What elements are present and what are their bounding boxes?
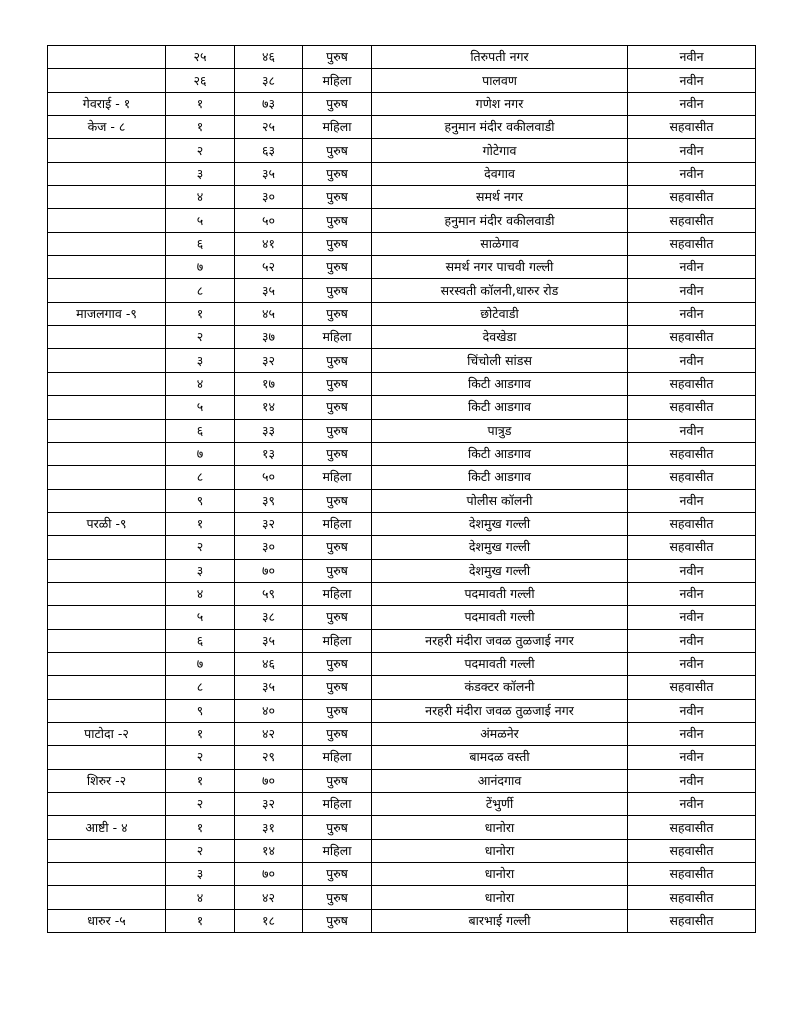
place-cell: बामदळ वस्ती	[372, 746, 628, 769]
age-cell: १३	[235, 442, 303, 465]
age-cell: ७०	[235, 559, 303, 582]
place-cell: पालवण	[372, 69, 628, 92]
status-cell: सहवासीत	[628, 116, 756, 139]
taluka-cell: आष्टी - ४	[48, 816, 166, 839]
table-row	[48, 722, 756, 745]
place-cell: पदमावती गल्ली	[372, 582, 628, 605]
status-cell: नवीन	[628, 256, 756, 279]
place-cell: धानोरा	[372, 816, 628, 839]
taluka-cell	[48, 442, 166, 465]
serial-cell: २५	[166, 46, 235, 69]
taluka-cell: गेवराई - १	[48, 92, 166, 115]
place-cell: देशमुख गल्ली	[372, 559, 628, 582]
gender-cell: पुरुष	[303, 559, 372, 582]
gender-cell: पुरुष	[303, 209, 372, 232]
table-row	[48, 489, 756, 512]
status-cell: नवीन	[628, 69, 756, 92]
age-cell: ३२	[235, 349, 303, 372]
serial-cell: १	[166, 512, 235, 535]
taluka-cell	[48, 863, 166, 886]
place-cell: नरहरी मंदीरा जवळ तुळजाई नगर	[372, 699, 628, 722]
patient-table	[47, 45, 756, 933]
status-cell: नवीन	[628, 606, 756, 629]
status-cell: सहवासीत	[628, 839, 756, 862]
age-cell: ४६	[235, 46, 303, 69]
place-cell: पोलीस कॉलनी	[372, 489, 628, 512]
serial-cell: ३	[166, 863, 235, 886]
age-cell: ७०	[235, 863, 303, 886]
serial-cell: ८	[166, 676, 235, 699]
table-row	[48, 419, 756, 442]
taluka-cell	[48, 396, 166, 419]
serial-cell: ७	[166, 256, 235, 279]
place-cell: समर्थ नगर	[372, 186, 628, 209]
gender-cell: पुरुष	[303, 676, 372, 699]
place-cell: देवखेडा	[372, 326, 628, 349]
gender-cell: महिला	[303, 69, 372, 92]
status-cell: नवीन	[628, 722, 756, 745]
place-cell: गणेश नगर	[372, 92, 628, 115]
serial-cell: ३	[166, 559, 235, 582]
table-row	[48, 886, 756, 909]
taluka-cell: परळी -९	[48, 512, 166, 535]
serial-cell: १	[166, 302, 235, 325]
serial-cell: ८	[166, 466, 235, 489]
gender-cell: पुरुष	[303, 909, 372, 932]
table-row	[48, 186, 756, 209]
table-row	[48, 769, 756, 792]
taluka-cell	[48, 419, 166, 442]
status-cell: नवीन	[628, 46, 756, 69]
table-row	[48, 302, 756, 325]
gender-cell: महिला	[303, 746, 372, 769]
gender-cell: पुरुष	[303, 722, 372, 745]
table-row	[48, 676, 756, 699]
place-cell: पात्रुड	[372, 419, 628, 442]
status-cell: नवीन	[628, 489, 756, 512]
place-cell: देवगाव	[372, 162, 628, 185]
gender-cell: पुरुष	[303, 92, 372, 115]
table-row	[48, 839, 756, 862]
serial-cell: २	[166, 793, 235, 816]
taluka-cell	[48, 162, 166, 185]
status-cell: सहवासीत	[628, 676, 756, 699]
age-cell: ४६	[235, 652, 303, 675]
serial-cell: ८	[166, 279, 235, 302]
table-row	[48, 326, 756, 349]
age-cell: ३२	[235, 793, 303, 816]
taluka-cell	[48, 559, 166, 582]
place-cell: हनुमान मंदीर वकीलवाडी	[372, 209, 628, 232]
place-cell: देशमुख गल्ली	[372, 512, 628, 535]
gender-cell: पुरुष	[303, 816, 372, 839]
taluka-cell: केज - ८	[48, 116, 166, 139]
serial-cell: १	[166, 816, 235, 839]
status-cell: नवीन	[628, 699, 756, 722]
status-cell: नवीन	[628, 629, 756, 652]
status-cell: नवीन	[628, 419, 756, 442]
age-cell: १७	[235, 372, 303, 395]
age-cell: ३९	[235, 489, 303, 512]
serial-cell: ५	[166, 396, 235, 419]
age-cell: ३५	[235, 629, 303, 652]
table-row	[48, 466, 756, 489]
table-row	[48, 652, 756, 675]
status-cell: नवीन	[628, 769, 756, 792]
gender-cell: पुरुष	[303, 139, 372, 162]
table-row	[48, 279, 756, 302]
age-cell: ३१	[235, 816, 303, 839]
gender-cell: महिला	[303, 839, 372, 862]
gender-cell: पुरुष	[303, 606, 372, 629]
status-cell: सहवासीत	[628, 186, 756, 209]
table-row	[48, 582, 756, 605]
gender-cell: पुरुष	[303, 46, 372, 69]
age-cell: ३३	[235, 419, 303, 442]
age-cell: ५२	[235, 256, 303, 279]
taluka-cell	[48, 489, 166, 512]
serial-cell: ७	[166, 652, 235, 675]
place-cell: समर्थ नगर पाचवी गल्ली	[372, 256, 628, 279]
gender-cell: पुरुष	[303, 372, 372, 395]
table-row	[48, 536, 756, 559]
taluka-cell	[48, 326, 166, 349]
age-cell: २९	[235, 746, 303, 769]
taluka-cell	[48, 69, 166, 92]
serial-cell: ४	[166, 186, 235, 209]
gender-cell: पुरुष	[303, 536, 372, 559]
taluka-cell	[48, 652, 166, 675]
taluka-cell	[48, 46, 166, 69]
serial-cell: २	[166, 139, 235, 162]
status-cell: नवीन	[628, 652, 756, 675]
age-cell: ४२	[235, 722, 303, 745]
age-cell: ३०	[235, 186, 303, 209]
age-cell: ३०	[235, 536, 303, 559]
gender-cell: महिला	[303, 582, 372, 605]
place-cell: गोटेगाव	[372, 139, 628, 162]
serial-cell: १	[166, 722, 235, 745]
status-cell: नवीन	[628, 279, 756, 302]
taluka-cell	[48, 582, 166, 605]
age-cell: ३५	[235, 279, 303, 302]
gender-cell: महिला	[303, 629, 372, 652]
gender-cell: पुरुष	[303, 769, 372, 792]
gender-cell: पुरुष	[303, 349, 372, 372]
age-cell: १८	[235, 909, 303, 932]
gender-cell: पुरुष	[303, 886, 372, 909]
status-cell: नवीन	[628, 162, 756, 185]
taluka-cell	[48, 746, 166, 769]
gender-cell: महिला	[303, 512, 372, 535]
serial-cell: १	[166, 92, 235, 115]
taluka-cell	[48, 232, 166, 255]
age-cell: ३७	[235, 326, 303, 349]
age-cell: ६३	[235, 139, 303, 162]
taluka-cell	[48, 536, 166, 559]
age-cell: ३२	[235, 512, 303, 535]
age-cell: ७०	[235, 769, 303, 792]
taluka-cell: धारुर -५	[48, 909, 166, 932]
status-cell: सहवासीत	[628, 326, 756, 349]
gender-cell: पुरुष	[303, 419, 372, 442]
serial-cell: ३	[166, 349, 235, 372]
age-cell: ७३	[235, 92, 303, 115]
place-cell: तिरुपती नगर	[372, 46, 628, 69]
place-cell: किटी आडगाव	[372, 372, 628, 395]
status-cell: सहवासीत	[628, 396, 756, 419]
taluka-cell: पाटोदा -२	[48, 722, 166, 745]
table-body	[48, 46, 756, 933]
taluka-cell	[48, 886, 166, 909]
gender-cell: पुरुष	[303, 863, 372, 886]
age-cell: ४५	[235, 302, 303, 325]
taluka-cell	[48, 699, 166, 722]
serial-cell: ९	[166, 489, 235, 512]
age-cell: २५	[235, 116, 303, 139]
table-row	[48, 209, 756, 232]
gender-cell: पुरुष	[303, 396, 372, 419]
gender-cell: महिला	[303, 793, 372, 816]
table-row	[48, 816, 756, 839]
serial-cell: ४	[166, 886, 235, 909]
status-cell: सहवासीत	[628, 209, 756, 232]
taluka-cell	[48, 793, 166, 816]
gender-cell: पुरुष	[303, 652, 372, 675]
age-cell: ३५	[235, 162, 303, 185]
taluka-cell	[48, 676, 166, 699]
serial-cell: ५	[166, 606, 235, 629]
table-row	[48, 863, 756, 886]
age-cell: १४	[235, 839, 303, 862]
taluka-cell	[48, 209, 166, 232]
serial-cell: ६	[166, 232, 235, 255]
table-row	[48, 909, 756, 932]
gender-cell: पुरुष	[303, 279, 372, 302]
serial-cell: २	[166, 326, 235, 349]
table-row	[48, 606, 756, 629]
place-cell: पदमावती गल्ली	[372, 606, 628, 629]
place-cell: देशमुख गल्ली	[372, 536, 628, 559]
place-cell: पदमावती गल्ली	[372, 652, 628, 675]
table-row	[48, 349, 756, 372]
taluka-cell	[48, 186, 166, 209]
taluka-cell	[48, 606, 166, 629]
status-cell: सहवासीत	[628, 466, 756, 489]
taluka-cell: माजलगाव -९	[48, 302, 166, 325]
table-row	[48, 699, 756, 722]
age-cell: ३८	[235, 606, 303, 629]
gender-cell: पुरुष	[303, 489, 372, 512]
serial-cell: १	[166, 909, 235, 932]
taluka-cell	[48, 139, 166, 162]
place-cell: धानोरा	[372, 863, 628, 886]
age-cell: ३८	[235, 69, 303, 92]
place-cell: छोटेवाडी	[372, 302, 628, 325]
place-cell: धानोरा	[372, 886, 628, 909]
age-cell: ३५	[235, 676, 303, 699]
status-cell: नवीन	[628, 92, 756, 115]
status-cell: नवीन	[628, 746, 756, 769]
status-cell: सहवासीत	[628, 863, 756, 886]
gender-cell: पुरुष	[303, 186, 372, 209]
table-row	[48, 256, 756, 279]
age-cell: ४२	[235, 886, 303, 909]
table-row	[48, 442, 756, 465]
serial-cell: २	[166, 839, 235, 862]
taluka-cell	[48, 256, 166, 279]
serial-cell: ३	[166, 162, 235, 185]
place-cell: बारभाई गल्ली	[372, 909, 628, 932]
table-row	[48, 746, 756, 769]
serial-cell: ४	[166, 372, 235, 395]
serial-cell: ४	[166, 582, 235, 605]
table-row	[48, 116, 756, 139]
status-cell: सहवासीत	[628, 536, 756, 559]
age-cell: १४	[235, 396, 303, 419]
gender-cell: पुरुष	[303, 256, 372, 279]
status-cell: नवीन	[628, 139, 756, 162]
place-cell: आनंदगाव	[372, 769, 628, 792]
age-cell: ४१	[235, 232, 303, 255]
status-cell: नवीन	[628, 582, 756, 605]
serial-cell: ९	[166, 699, 235, 722]
status-cell: सहवासीत	[628, 886, 756, 909]
gender-cell: पुरुष	[303, 442, 372, 465]
place-cell: अंमळनेर	[372, 722, 628, 745]
status-cell: सहवासीत	[628, 816, 756, 839]
table-row	[48, 793, 756, 816]
gender-cell: पुरुष	[303, 162, 372, 185]
status-cell: सहवासीत	[628, 372, 756, 395]
status-cell: सहवासीत	[628, 512, 756, 535]
age-cell: ४०	[235, 699, 303, 722]
table-row	[48, 162, 756, 185]
serial-cell: २६	[166, 69, 235, 92]
taluka-cell	[48, 372, 166, 395]
place-cell: कंडक्टर कॉलनी	[372, 676, 628, 699]
gender-cell: महिला	[303, 116, 372, 139]
place-cell: किटी आडगाव	[372, 466, 628, 489]
taluka-cell	[48, 349, 166, 372]
serial-cell: १	[166, 769, 235, 792]
taluka-cell	[48, 279, 166, 302]
serial-cell: १	[166, 116, 235, 139]
gender-cell: महिला	[303, 466, 372, 489]
gender-cell: पुरुष	[303, 302, 372, 325]
serial-cell: ६	[166, 629, 235, 652]
gender-cell: महिला	[303, 326, 372, 349]
status-cell: नवीन	[628, 559, 756, 582]
status-cell: नवीन	[628, 302, 756, 325]
table-row	[48, 629, 756, 652]
table-row	[48, 139, 756, 162]
place-cell: सरस्वती कॉलनी,धारुर रोड	[372, 279, 628, 302]
age-cell: ५०	[235, 466, 303, 489]
status-cell: सहवासीत	[628, 232, 756, 255]
taluka-cell: शिरुर -२	[48, 769, 166, 792]
table-row	[48, 232, 756, 255]
gender-cell: पुरुष	[303, 699, 372, 722]
serial-cell: २	[166, 536, 235, 559]
taluka-cell	[48, 839, 166, 862]
table-row	[48, 396, 756, 419]
place-cell: किटी आडगाव	[372, 442, 628, 465]
age-cell: ५०	[235, 209, 303, 232]
place-cell: हनुमान मंदीर वकीलवाडी	[372, 116, 628, 139]
age-cell: ५९	[235, 582, 303, 605]
place-cell: नरहरी मंदीरा जवळ तुळजाई नगर	[372, 629, 628, 652]
gender-cell: पुरुष	[303, 232, 372, 255]
serial-cell: ७	[166, 442, 235, 465]
place-cell: साळेगाव	[372, 232, 628, 255]
table-row	[48, 92, 756, 115]
table-row	[48, 372, 756, 395]
serial-cell: ६	[166, 419, 235, 442]
table-row	[48, 46, 756, 69]
status-cell: सहवासीत	[628, 909, 756, 932]
serial-cell: ५	[166, 209, 235, 232]
place-cell: किटी आडगाव	[372, 396, 628, 419]
table-row	[48, 559, 756, 582]
status-cell: सहवासीत	[628, 442, 756, 465]
place-cell: चिंचोली सांडस	[372, 349, 628, 372]
taluka-cell	[48, 629, 166, 652]
place-cell: धानोरा	[372, 839, 628, 862]
place-cell: टेंभुर्णी	[372, 793, 628, 816]
status-cell: नवीन	[628, 349, 756, 372]
taluka-cell	[48, 466, 166, 489]
table-row	[48, 512, 756, 535]
status-cell: नवीन	[628, 793, 756, 816]
serial-cell: २	[166, 746, 235, 769]
table-row	[48, 69, 756, 92]
